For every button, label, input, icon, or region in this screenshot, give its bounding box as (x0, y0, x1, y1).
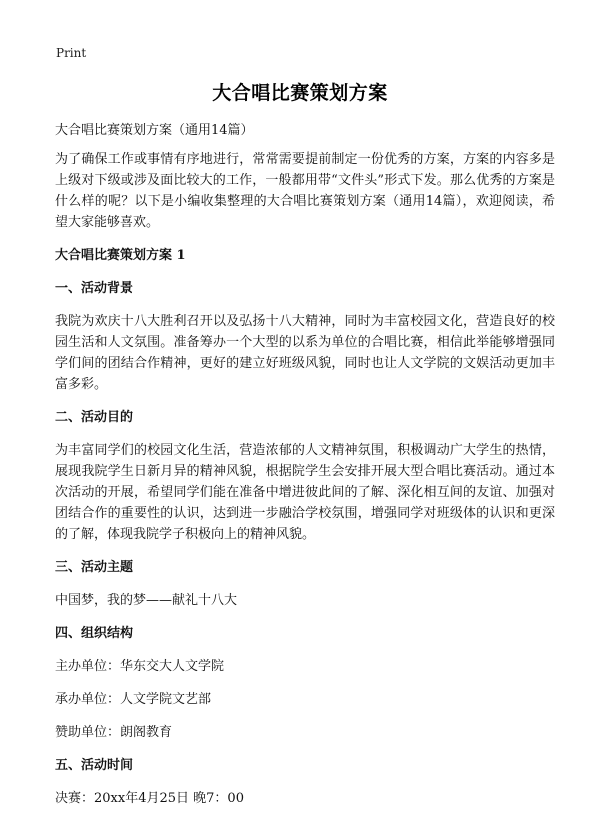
section-text-purpose: 为丰富同学们的校园文化生活，营造浓郁的人文精神氛围，积极调动广大学生的热情，展现我院学生日新月异的精神风貌，根据院学生会安排开展大型合唱比赛活动。通过本次活动的开展，希望同学们能在准备中增进彼此间的了解、深化相互间的友谊、加强对团结合作的重要性的认识，达到进一步融洽学校氛围，增强同学对班级体的认识和更深的了解，体现我院学子积极向上的精神风貌。 (55, 443, 555, 542)
section-heading-organization: 四、组织结构 (55, 626, 134, 641)
section-heading-purpose: 二、活动目的 (55, 410, 134, 425)
plan-heading: 大合唱比赛策划方案 1 (55, 248, 186, 263)
org-sponsor: 赞助单位：朗阁教育 (55, 725, 173, 740)
time-final: 决赛：20xx年4月25日 晚7：00 (55, 791, 244, 806)
page-title: 大合唱比赛策划方案 (212, 82, 388, 104)
section-heading-time: 五、活动时间 (55, 758, 134, 773)
org-host: 主办单位：华东交大人文学院 (55, 659, 225, 674)
document-subtitle: 大合唱比赛策划方案（通用14篇） (55, 123, 254, 138)
section-heading-background: 一、活动背景 (55, 281, 134, 296)
print-link[interactable]: Print (56, 46, 87, 60)
section-text-theme: 中国梦，我的梦——献礼十八大 (55, 593, 238, 608)
document-body (55, 120, 555, 821)
intro-paragraph: 为了确保工作或事情有序地进行，常常需要提前制定一份优秀的方案，方案的内容多是上级对下级或涉及面比较大的工作，一般都用带“文件头”形式下发。那么优秀的方案是什么样的呢？以下是小编收集整理的大合唱比赛策划方案（通用14篇），欢迎阅读，希望大家能够喜欢。 (55, 152, 555, 230)
org-organizer: 承办单位：人文学院文艺部 (55, 692, 212, 707)
section-text-background: 我院为欢庆十八大胜利召开以及弘扬十八大精神，同时为丰富校园文化，营造良好的校园生活和人文氛围。准备筹办一个大型的以系为单位的合唱比赛，相信此举能够增强同学们间的团结合作精神，更好的建立好班级风貌，同时也让人文学院的文娱活动更加丰富多彩。 (55, 314, 555, 392)
section-heading-theme: 三、活动主题 (55, 560, 134, 575)
